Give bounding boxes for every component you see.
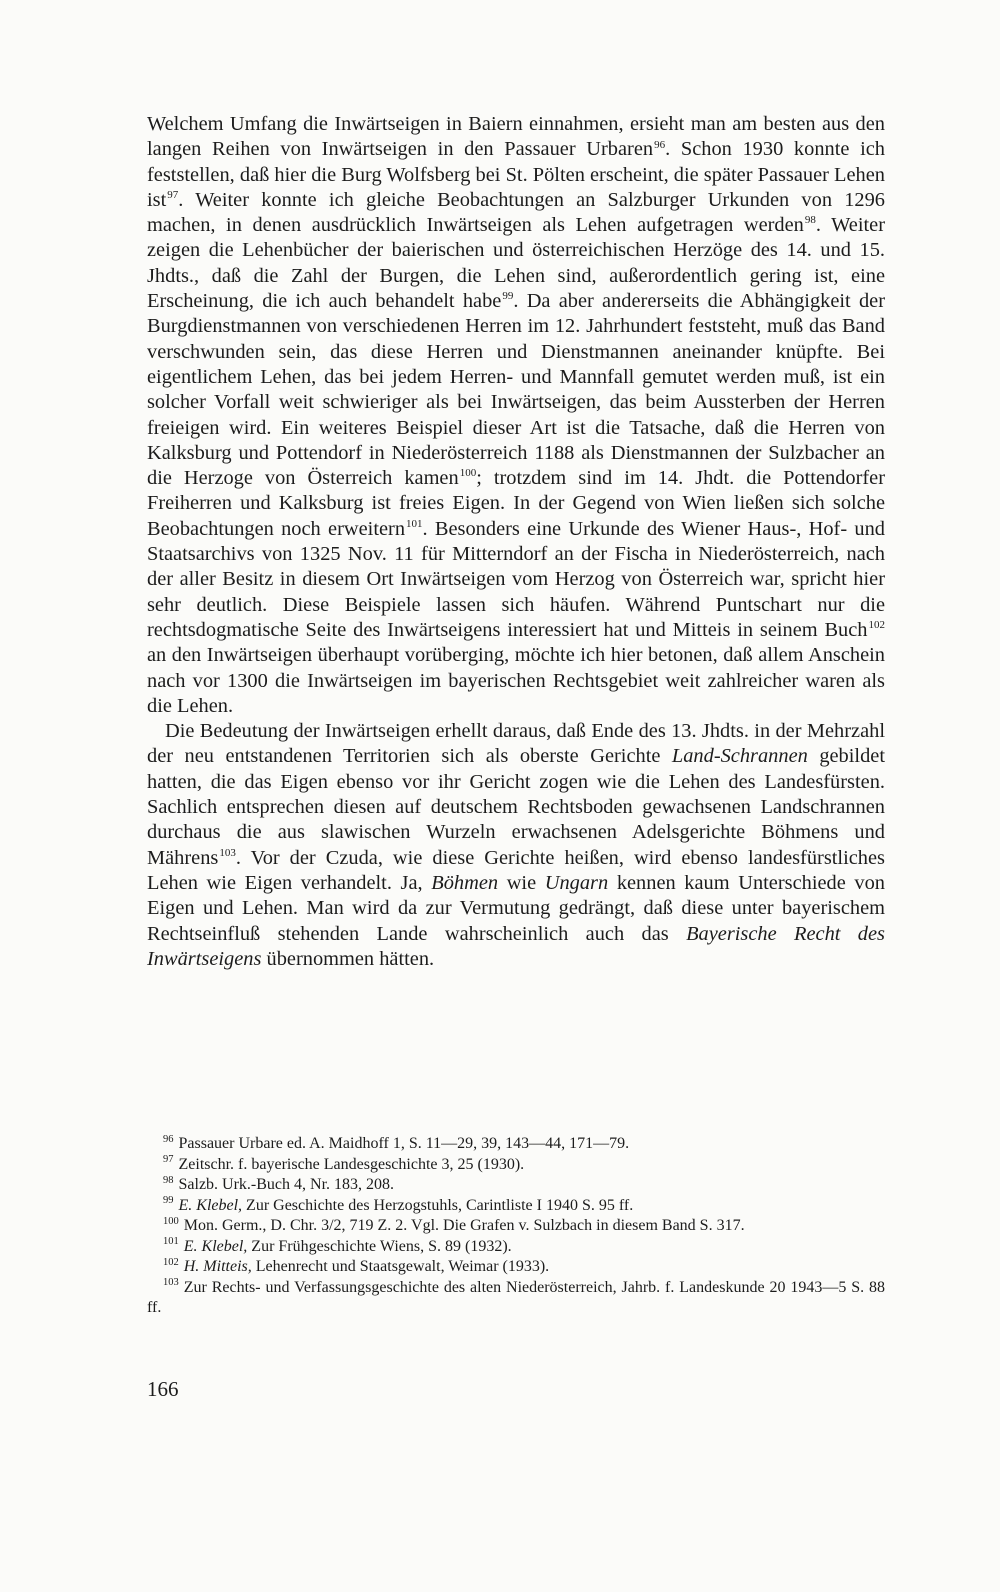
footnote-reference: 103 xyxy=(219,846,236,859)
footnote xyxy=(147,1216,885,1237)
footnote xyxy=(147,1155,885,1176)
text-run: übernommen hätten. xyxy=(261,947,435,970)
footnote-number: 98 xyxy=(163,1174,174,1186)
footnote xyxy=(147,1257,885,1278)
text-run: gebildet hatten, die das Eigen ebenso vor ihr Gericht zogen wie die Lehen des Landesfürsten. Sachlich entsprechen diesen auf deutschem Rechtsboden gewachsenen Landschrannen durchaus die aus slawischen Wurzeln erwachsenen Adelsgerichte Böhmens und Mährens xyxy=(147,745,885,869)
text-run: . Weiter konnte ich gleiche Beobachtungen an Salzburger Urkunden von 1296 machen, in denen ausdrücklich Inwärtseigen als Lehen aufgetragen werden xyxy=(147,188,885,237)
text-run: Zur Rechts- und Verfassungsgeschichte des alten Niederösterreich, Jahrb. f. Landeskunde 20 1943—5 S. 88 ff. xyxy=(147,1278,885,1316)
footnote-number: 97 xyxy=(163,1154,174,1166)
text-run: Welchem Umfang die Inwärtseigen in Baiern einnahmen, ersieht man am besten aus den langen Reihen von Inwärtseigen in den Passauer Urbaren xyxy=(147,113,885,161)
text-run: Mon. Germ., D. Chr. 3/2, 719 Z. 2. Vgl. Die Grafen v. Sulzbach in diesem Band S. 317. xyxy=(183,1217,745,1234)
footnote-reference: 96 xyxy=(654,138,666,151)
emphasis-text: Böhmen xyxy=(431,871,499,894)
text-run: ; trotzdem sind im 14. Jhdt. die Pottendorfer Freiherren und Kalksburg ist freies Eigen. In der Gegend von Wien ließen sich solche Beobachtungen noch erweitern xyxy=(147,467,886,540)
footnote-reference: 102 xyxy=(868,619,885,632)
text-run: wie xyxy=(498,871,545,894)
footnote xyxy=(147,1134,885,1155)
footnote-number: 96 xyxy=(163,1133,174,1145)
paragraph xyxy=(147,719,885,972)
emphasis-text: E. Klebel, xyxy=(178,1196,243,1214)
text-run: Salzb. Urk.-Buch 4, Nr. 183, 208. xyxy=(178,1176,395,1193)
text-run: . Da aber andererseits die Abhängigkeit der Burgdienstmannen von verschiedenen Herren im 12. Jahrhundert feststeht, muß das Band verschwunden sein, das diese Herren und Dienstmannen aneinander knüpfte. Bei eigentlichem Lehen, das bei jedem Herren- und Mannfall gemutet werden muß, ist ein solcher Vorfall weit schwieriger als bei Inwärtseigen, das beim Aussterben der Herren freieigen wird. Ein weiteres Beispiel dieser Art ist die Tatsache, daß die Herren von Kalksburg und Pottendorf in Niederösterreich 1188 als Dienstmannen der Sulzbacher an die Herzoge von Österreich kamen xyxy=(147,290,885,490)
emphasis-text: Bayerische Recht des Inwärtseigens xyxy=(147,922,885,970)
text-run: Zur Frühgeschichte Wiens, S. 89 (1932). xyxy=(247,1237,512,1255)
emphasis-text: E. Klebel, xyxy=(183,1237,248,1255)
page-number: 166 xyxy=(147,1377,179,1401)
text-run: Zeitschr. f. bayerische Landesgeschichte 3, 25 (1930). xyxy=(178,1155,525,1173)
text-run: . Weiter zeigen die Lehenbücher der baierischen und österreichischen Herzöge des 14. und 15. Jhdts., daß die Zahl der Burgen, die Lehen sind, außerordentlich gering ist, eine Erscheinung, die ich auch behandelt habe xyxy=(147,214,885,313)
text-run: Passauer Urbare ed. A. Maidhoff 1, S. 11—29, 39, 143—44, 171—79. xyxy=(178,1135,630,1152)
emphasis-text: Land-Schrannen xyxy=(671,745,808,768)
paragraph xyxy=(147,112,885,719)
text-run: Die Bedeutung der Inwärtseigen erhellt daraus, daß Ende des 13. Jhdts. in der Mehrzahl der neu entstandenen Territorien sich als oberste Gerichte xyxy=(147,720,885,768)
footnote xyxy=(147,1278,885,1319)
text-run: Lehenrecht und Staatsgewalt, Weimar (1933). xyxy=(251,1258,550,1275)
footnote xyxy=(147,1196,885,1217)
footnote-number: 102 xyxy=(163,1256,179,1268)
text-run: an den Inwärtseigen überhaupt vorüberging, möchte ich hier betonen, daß allem Anschein nach vor 1300 die Inwärtseigen im bayerischen Rechtsgebiet weit zahlreicher waren als die Lehen. xyxy=(147,644,885,717)
footnote-reference: 100 xyxy=(459,467,477,480)
text-run: . Schon 1930 konnte ich feststellen, daß hier die Burg Wolfsberg bei St. Pölten erscheint, die später Passauer Lehen ist xyxy=(147,138,886,211)
footnote-number: 103 xyxy=(163,1277,179,1289)
footnote xyxy=(147,1237,885,1258)
footnote-reference: 101 xyxy=(406,517,423,530)
footnote-number: 101 xyxy=(163,1236,179,1248)
footnote-number: 99 xyxy=(163,1195,174,1207)
footnote-reference: 97 xyxy=(167,189,179,202)
text-run: . Besonders eine Urkunde des Wiener Haus-, Hof- und Staatsarchivs von 1325 Nov. 11 für Mitterndorf an der Fischa in Niederösterreich, nach der aller Besitz in diesem Ort Inwärtseigen vom Herzog von Österreich war, spricht hier sehr deutlich. Diese Beispiele lassen sich häufen. Während Puntschart nur die rechtsdogmatische Seite des Inwärtseigens interessiert hat und Mitteis in seinem Buch xyxy=(147,517,885,641)
emphasis-text: Ungarn xyxy=(544,871,609,894)
page-content xyxy=(147,112,886,1316)
footnote-number: 100 xyxy=(163,1215,179,1227)
text-run: . Vor der Czuda, wie diese Gerichte heißen, wird ebenso landesfürstliches Lehen wie Eigen verhandelt. Ja, xyxy=(147,846,885,894)
footnote-reference: 98 xyxy=(804,214,816,227)
footnotes xyxy=(147,1134,885,1319)
text-run: kennen kaum Unterschiede von Eigen und Lehen. Man wird da zur Vermutung gedrängt, daß diese unter bayerischem Rechtseinfluß stehenden Lande wahrscheinlich auch das xyxy=(147,871,885,945)
footnote xyxy=(147,1175,885,1196)
emphasis-text: H. Mitteis, xyxy=(183,1258,252,1275)
main-text xyxy=(147,112,885,972)
text-run: Zur Geschichte des Herzogstuhls, Carintliste I 1940 S. 95 ff. xyxy=(242,1196,634,1214)
footnote-reference: 99 xyxy=(502,290,514,303)
